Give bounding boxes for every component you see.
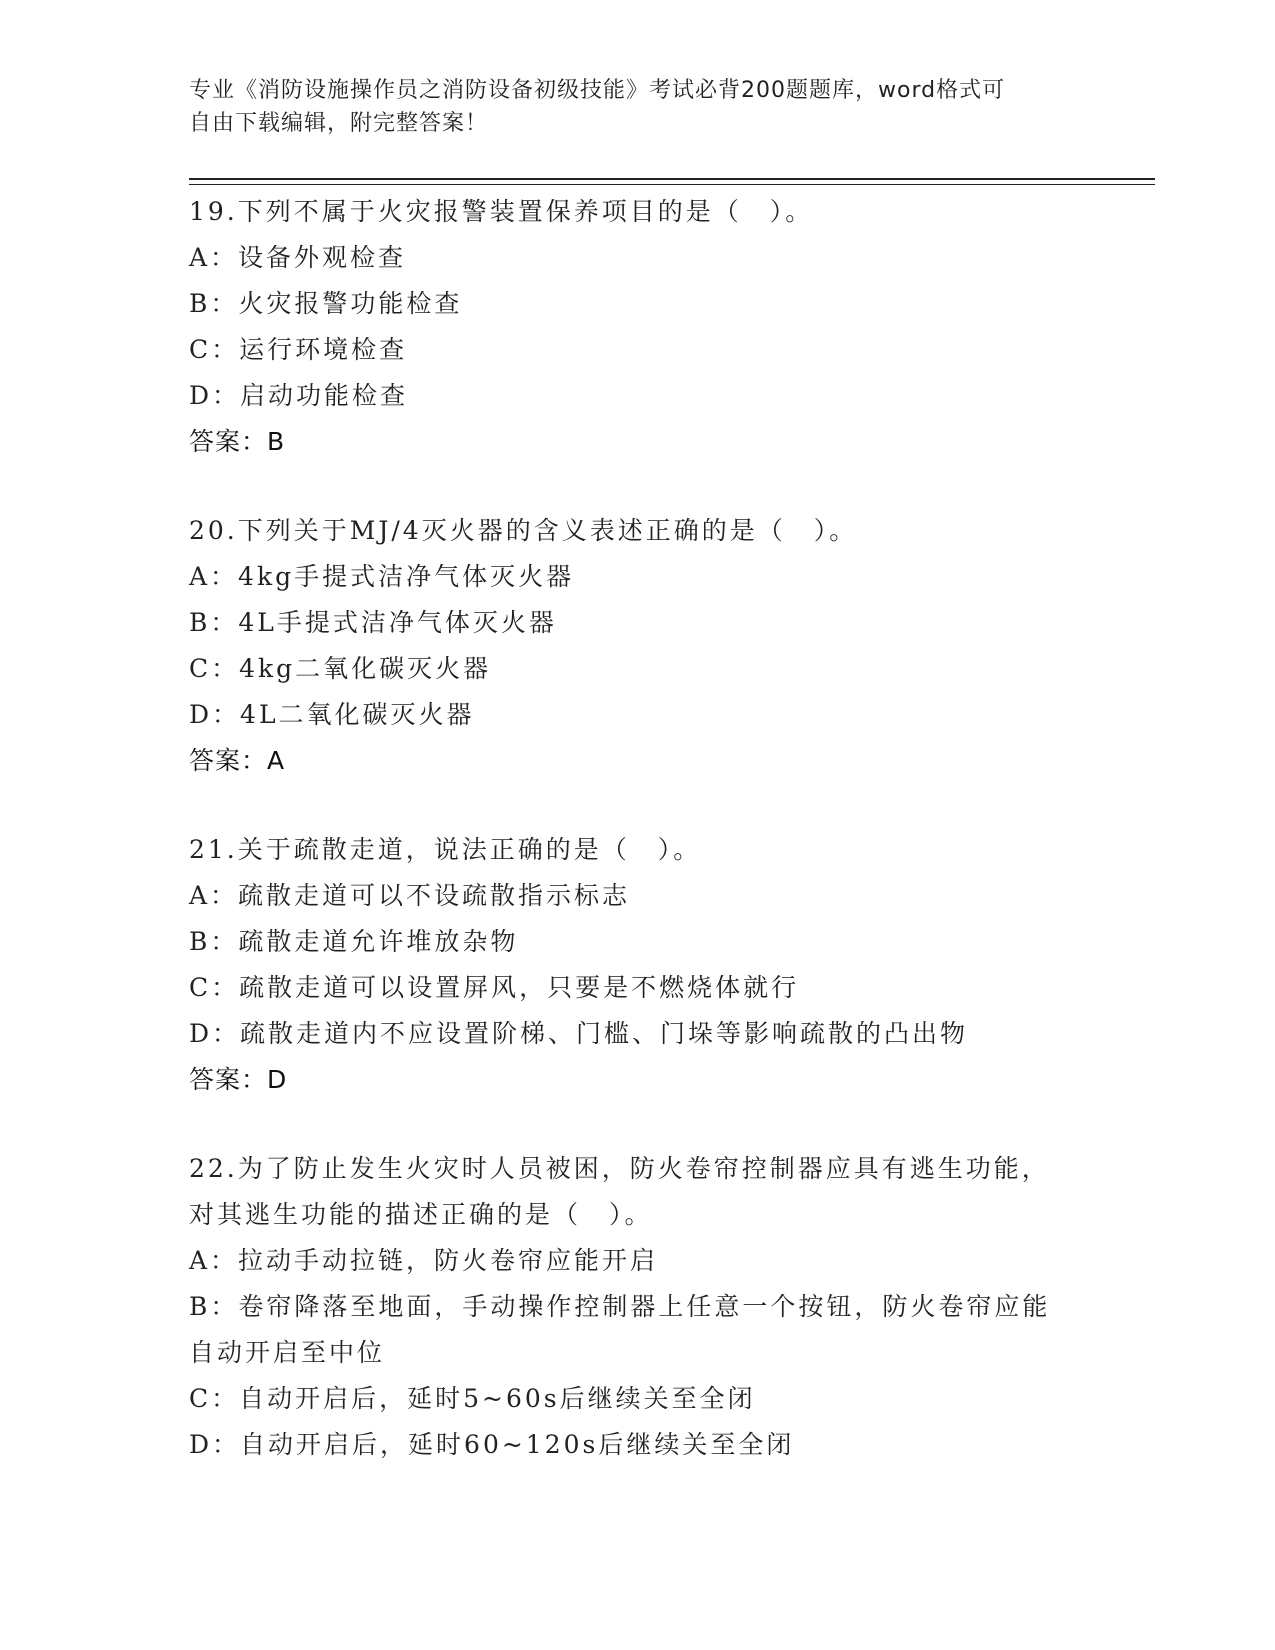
header-divider-thin (189, 184, 1155, 185)
question-19 (189, 189, 1089, 465)
answer-line: 答案：A (189, 746, 286, 775)
option-c: C：疏散走道可以设置屏风，只要是不燃烧体就行 (189, 973, 800, 1002)
question-stem: 21.关于疏散走道，说法正确的是（ ）。 (189, 835, 702, 864)
document-header (189, 74, 1089, 140)
option-b: B：4L手提式洁净气体灭火器 (189, 608, 557, 637)
option-d: D：疏散走道内不应设置阶梯、门槛、门垛等影响疏散的凸出物 (189, 1019, 969, 1048)
option-b: B：疏散走道允许堆放杂物 (189, 927, 519, 956)
answer-line: 答案：B (189, 427, 286, 456)
option-a: A：疏散走道可以不设疏散指示标志 (189, 881, 631, 910)
option-b: B：卷帘降落至地面，手动操作控制器上任意一个按钮，防火卷帘应能 (189, 1292, 1051, 1321)
question-stem-line-2: 对其逃生功能的描述正确的是（ ）。 (189, 1200, 653, 1229)
option-d: D：自动开启后，延时60~120s后继续关至全闭 (189, 1430, 795, 1459)
option-a: A：4kg手提式洁净气体灭火器 (189, 562, 575, 591)
question-20 (189, 508, 1089, 784)
question-22 (189, 1146, 1089, 1468)
question-21 (189, 827, 1089, 1103)
answer-line: 答案：D (189, 1065, 288, 1094)
option-c: C：4kg二氧化碳灭火器 (189, 654, 492, 683)
question-stem: 19.下列不属于火灾报警装置保养项目的是（ ）。 (189, 197, 814, 226)
header-line-1: 专业《消防设施操作员之消防设备初级技能》考试必背200题题库，word格式可 (189, 78, 1006, 103)
option-a: A：拉动手动拉链，防火卷帘应能开启 (189, 1246, 659, 1275)
question-stem: 20.下列关于MJ/4灭火器的含义表述正确的是（ ）。 (189, 516, 858, 545)
option-d: D：4L二氧化碳灭火器 (189, 700, 475, 729)
question-stem-line-1: 22.为了防止发生火灾时人员被困，防火卷帘控制器应具有逃生功能， (189, 1154, 1050, 1183)
option-a: A：设备外观检查 (189, 243, 407, 272)
header-divider-thick (189, 178, 1155, 180)
option-c: C：运行环境检查 (189, 335, 408, 364)
option-b-continued: 自动开启至中位 (189, 1338, 386, 1367)
option-d: D：启动功能检查 (189, 381, 409, 410)
header-line-2: 自由下载编辑，附完整答案！ (189, 111, 489, 136)
option-c: C：自动开启后，延时5~60s后继续关至全闭 (189, 1384, 756, 1413)
option-b: B：火灾报警功能检查 (189, 289, 463, 318)
